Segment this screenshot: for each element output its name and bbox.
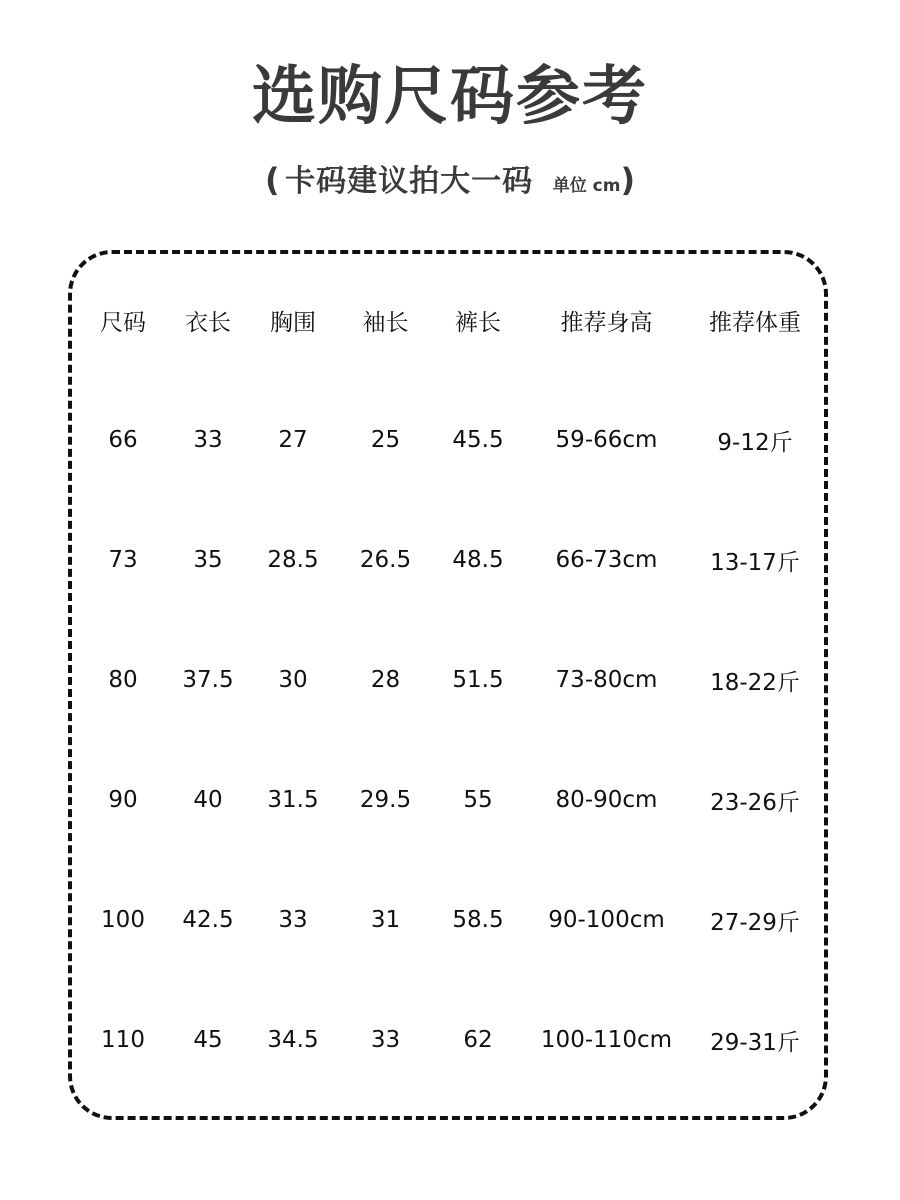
- header-height: 推荐身高: [560, 309, 653, 336]
- cell-size: 80: [108, 667, 138, 693]
- table-header-row: [78, 290, 820, 350]
- cell-length: 42.5: [182, 907, 234, 933]
- cell-length: 35: [193, 547, 223, 573]
- cell-pants: 58.5: [452, 907, 504, 933]
- cell-weight: 13-17斤: [710, 549, 800, 576]
- header-weight: 推荐体重: [709, 309, 801, 336]
- subtitle-close-paren: ): [620, 161, 636, 199]
- cell-height: 100-110cm: [540, 1027, 673, 1053]
- cell-weight: 27-29斤: [710, 909, 800, 936]
- cell-sleeve: 25: [370, 427, 401, 453]
- cell-size: 66: [108, 427, 138, 453]
- cell-sleeve: 28: [370, 667, 401, 693]
- cell-height: 73-80cm: [555, 667, 658, 693]
- header-size: 尺码: [100, 309, 146, 336]
- cell-pants: 62: [463, 1027, 493, 1053]
- cell-size: 110: [101, 1027, 145, 1053]
- cell-length: 45: [193, 1027, 223, 1053]
- subtitle-unit: 单位 cm: [552, 176, 621, 196]
- cell-length: 37.5: [182, 667, 234, 693]
- cell-chest: 33: [278, 907, 308, 933]
- cell-size: 73: [108, 547, 138, 573]
- cell-weight: 18-22斤: [710, 669, 800, 696]
- cell-length: 40: [193, 787, 223, 813]
- header-pants: 裤长: [455, 309, 501, 336]
- header-chest: 胸围: [270, 309, 316, 336]
- cell-height: 80-90cm: [555, 787, 658, 813]
- table-row: [78, 890, 820, 950]
- cell-chest: 34.5: [267, 1027, 319, 1053]
- table-row: [78, 770, 820, 830]
- cell-pants: 55: [463, 787, 493, 813]
- cell-sleeve: 33: [370, 1027, 401, 1053]
- subtitle-open-paren: (: [264, 161, 280, 199]
- cell-size: 90: [108, 787, 138, 813]
- cell-size: 100: [101, 907, 145, 933]
- cell-chest: 27: [278, 427, 308, 453]
- cell-sleeve: 29.5: [359, 787, 412, 813]
- cell-pants: 45.5: [452, 427, 504, 453]
- table-row: [78, 650, 820, 710]
- cell-weight: 29-31斤: [710, 1029, 800, 1056]
- cell-weight: 23-26斤: [710, 789, 800, 816]
- table-row: [78, 530, 820, 590]
- cell-chest: 28.5: [267, 547, 319, 573]
- cell-chest: 31.5: [267, 787, 319, 813]
- header-sleeve: 袖长: [362, 309, 409, 336]
- cell-sleeve: 31: [370, 907, 401, 933]
- header-length: 衣长: [185, 309, 231, 336]
- table-row: [78, 1010, 820, 1070]
- cell-pants: 48.5: [452, 547, 504, 573]
- subtitle-note: 卡码建议拍大一码: [285, 164, 534, 199]
- cell-pants: 51.5: [452, 667, 504, 693]
- cell-length: 33: [193, 427, 223, 453]
- size-table: [78, 290, 820, 1130]
- cell-chest: 30: [278, 667, 308, 693]
- cell-sleeve: 26.5: [359, 547, 412, 573]
- cell-height: 90-100cm: [548, 907, 665, 933]
- cell-height: 66-73cm: [555, 547, 658, 573]
- table-row: [78, 410, 820, 470]
- page-subtitle: [0, 158, 900, 208]
- cell-height: 59-66cm: [555, 427, 658, 453]
- page-title: 选购尺码参考: [252, 60, 648, 134]
- cell-weight: 9-12斤: [717, 429, 793, 456]
